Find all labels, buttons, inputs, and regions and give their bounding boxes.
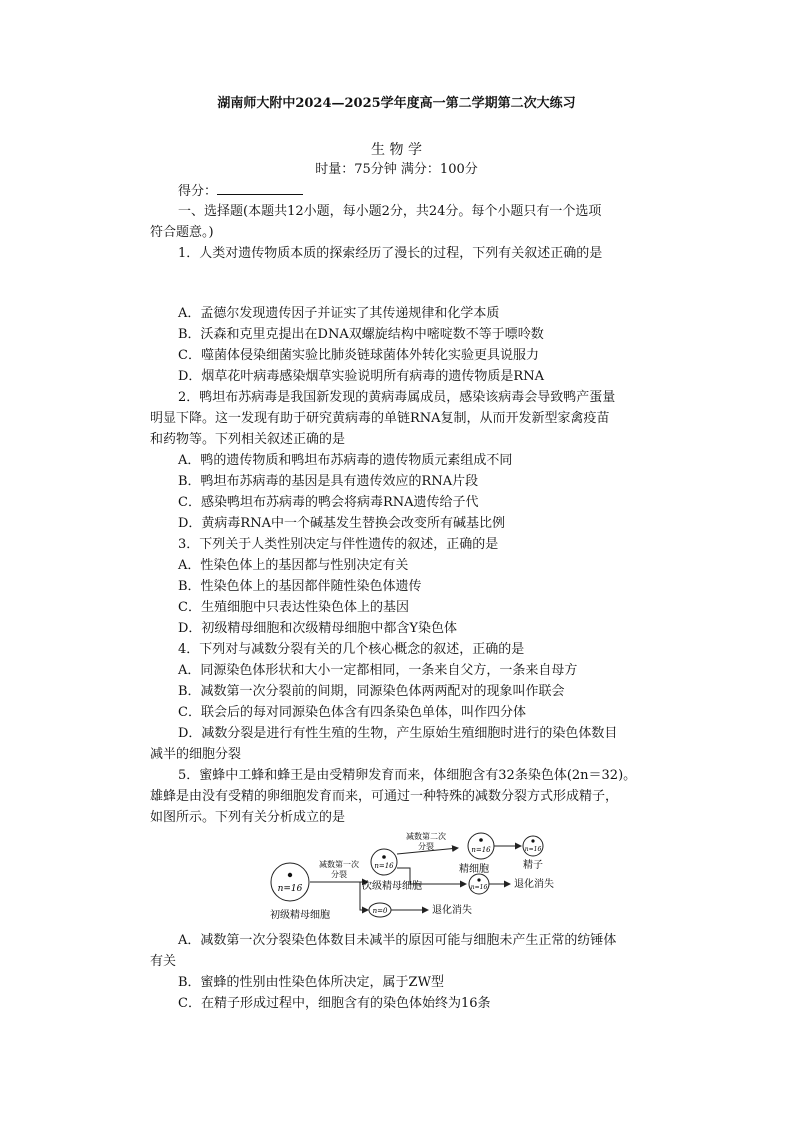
q2-stem-line3: 和药物等。下列相关叙述正确的是 (150, 432, 346, 447)
sperm-label: 精子 (523, 860, 543, 871)
q4-stem: 4．下列对与减数分裂有关的几个核心概念的叙述，正确的是 (178, 642, 525, 657)
q2-option-b[interactable]: B．鸭坦布苏病毒的基因是具有遗传效应的RNA片段 (178, 474, 479, 489)
q1-option-a[interactable]: A．孟德尔发现遗传因子并证实了其传递规律和化学本质 (178, 306, 500, 321)
sperm-cell-label: n=16 (524, 846, 542, 853)
small-cell-label: n=16 (470, 884, 488, 891)
secondary-cell-label: n=16 (374, 862, 394, 870)
q3-option-d[interactable]: D．初级精母细胞和次级精母细胞中都含Y染色体 (178, 621, 458, 636)
q4-option-d-line2: 减半的细胞分裂 (150, 747, 242, 762)
n0-cell (369, 903, 391, 917)
q3-option-b[interactable]: B．性染色体上的基因都伴随性染色体遗传 (178, 579, 422, 594)
q5-option-a-line1[interactable]: A．减数第一次分裂染色体数目未减半的原因可能与细胞未产生正常的纺锤体 (178, 933, 617, 948)
q2-stem-line2: 明显下降。这一发现有助于研究黄病毒的单链RNA复制，从而开发新型家禽疫苗 (150, 411, 610, 426)
score-row (178, 182, 303, 201)
small-degenerate-label: 退化消失 (514, 879, 554, 890)
q5-option-c[interactable]: C．在精子形成过程中，细胞含有的染色体始终为16条 (178, 996, 491, 1011)
q4-option-b[interactable]: B．减数第一次分裂前的间期，同源染色体两两配对的现象叫作联会 (178, 684, 565, 699)
q5-option-b[interactable]: B．蜜蜂的性别由性染色体所决定，属于ZW型 (178, 975, 444, 990)
arrow2-label-line2: 分裂 (418, 842, 434, 851)
q2-stem-line1: 2．鸭坦布苏病毒是我国新发现的黄病毒属成员，感染该病毒会导致鸭产蛋量 (178, 390, 616, 405)
arrow2-label-line1: 减数第二次 (406, 832, 446, 841)
spermatid-label: 精细胞 (459, 864, 489, 875)
q1-option-d[interactable]: D．烟草花叶病毒感染烟草实验说明所有病毒的遗传物质是RNA (178, 369, 544, 384)
q5-option-a-line2: 有关 (150, 954, 177, 969)
arrow1-label-line2: 分裂 (331, 870, 347, 879)
sperm-cell (523, 836, 543, 856)
q1-option-c[interactable]: C．噬菌体侵染细菌实验比肺炎链球菌体外转化实验更具说服力 (178, 348, 539, 363)
q1-option-b[interactable]: B．沃森和克里克提出在DNA双螺旋结构中嘧啶数不等于嘌呤数 (178, 327, 544, 342)
arrow1-label-line1: 减数第一次 (319, 860, 359, 869)
primary-spermatocyte-label: 初级精母细胞 (270, 910, 330, 921)
q4-option-c[interactable]: C．联会后的每对同源染色体含有四条染色单体，叫作四分体 (178, 705, 526, 720)
q1-stem: 1．人类对遗传物质本质的探索经历了漫长的过程，下列有关叙述正确的是 (178, 246, 603, 261)
spermatid-cell-label: n=16 (471, 846, 491, 854)
score-label: 得分： (178, 184, 218, 199)
q3-option-a[interactable]: A．性染色体上的基因都与性别决定有关 (178, 558, 409, 573)
small-cell (469, 874, 489, 894)
n0-cell-label: n=0 (372, 907, 388, 915)
q5-stem-line3: 如图所示。下列有关分析成立的是 (150, 810, 346, 825)
secondary-spermatocyte-label: 次级精母细胞 (362, 881, 422, 892)
q3-option-c[interactable]: C．生殖细胞中只表达性染色体上的基因 (178, 600, 409, 615)
drone-meiosis-diagram (260, 828, 560, 928)
time-info: 时量：75分钟 满分：100分 (315, 162, 478, 177)
primary-spermatocyte-cell (271, 863, 309, 901)
subject-title: 生 物 学 (371, 142, 422, 158)
q5-stem-line2: 雄蜂是由没有受精的卵细胞发育而来，可通过一种特殊的减数分裂方式形成精子， (150, 789, 619, 804)
q2-option-a[interactable]: A．鸭的遗传物质和鸭坦布苏病毒的遗传物质元素组成不同 (178, 453, 513, 468)
q2-option-c[interactable]: C．感染鸭坦布苏病毒的鸭会将病毒RNA遗传给子代 (178, 495, 479, 510)
secondary-spermatocyte-cell (371, 849, 397, 875)
n0-degenerate-label: 退化消失 (432, 905, 472, 916)
score-blank[interactable] (217, 182, 303, 195)
q5-stem-line1: 5．蜜蜂中工蜂和蜂王是由受精卵发育而来，体细胞含有32条染色体(2n＝32)。 (178, 768, 637, 783)
section-intro-line2: 符合题意。) (150, 225, 214, 240)
section-intro-line1: 一、选择题(本题共12小题，每小题2分，共24分。每个小题只有一个选项 (178, 204, 602, 219)
exam-title: 湖南师大附中2024—2025学年度高一第二学期第二次大练习 (217, 96, 576, 111)
q3-stem: 3．下列关于人类性别决定与伴性遗传的叙述，正确的是 (178, 537, 499, 552)
q2-option-d[interactable]: D．黄病毒RNA中一个碱基发生替换会改变所有碱基比例 (178, 516, 505, 531)
spermatid-cell (468, 833, 494, 859)
q4-option-d-line1[interactable]: D．减数分裂是进行有性生殖的生物，产生原始生殖细胞时进行的染色体数目 (178, 726, 618, 741)
primary-cell-label: n=16 (277, 884, 303, 894)
q4-option-a[interactable]: A．同源染色体形状和大小一定都相同，一条来自父方，一条来自母方 (178, 663, 578, 678)
